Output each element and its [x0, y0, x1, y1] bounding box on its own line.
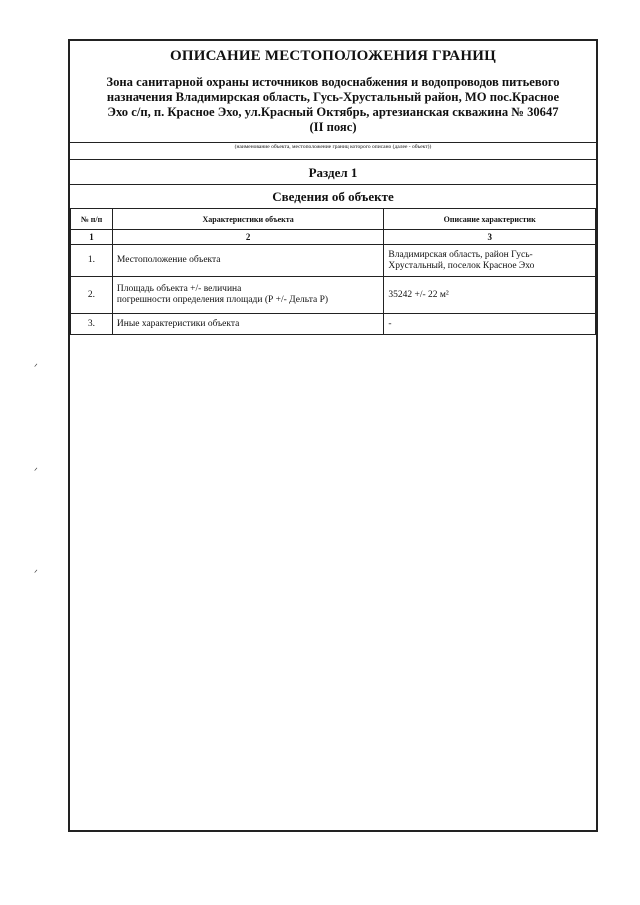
- column-number: 1: [71, 230, 113, 245]
- column-number-row: [71, 230, 596, 245]
- row-number: 1.: [71, 245, 113, 277]
- column-number: 2: [112, 230, 383, 245]
- table-row: [71, 277, 596, 314]
- row-characteristic: [112, 277, 383, 314]
- row-characteristic: [112, 314, 383, 335]
- description-line: 35242 +/- 22 м²: [388, 289, 449, 300]
- object-info-table: [70, 208, 596, 335]
- table-row: [71, 314, 596, 335]
- row-characteristic: [112, 245, 383, 277]
- table-header-row: [71, 209, 596, 230]
- margin-mark: ᐟ: [34, 466, 38, 476]
- row-description: [384, 245, 596, 277]
- description-line: Хрустальный, поселок Красное Эхо: [388, 260, 535, 271]
- characteristic-line: Площадь объекта +/- величина: [116, 284, 242, 294]
- column-header: Характеристики объекта: [112, 209, 383, 230]
- characteristic-line: Местоположение объекта: [116, 255, 221, 265]
- characteristic-line: погрешности определения площади (Р +/- Дельта Р): [116, 295, 329, 305]
- column-header: Описание характеристик: [384, 209, 596, 230]
- divider: [70, 184, 596, 185]
- object-name: [74, 75, 592, 135]
- object-caption: (наименование объекта, местоположение границ которого описано (далее - объект)): [234, 144, 432, 150]
- document-title: ОПИСАНИЕ МЕСТОПОЛОЖЕНИЯ ГРАНИЦ: [170, 48, 496, 64]
- table-row: [71, 245, 596, 277]
- row-description: [384, 314, 596, 335]
- column-header: № п/п: [71, 209, 113, 230]
- divider: [70, 159, 596, 160]
- margin-mark: ᐟ: [34, 362, 38, 372]
- section-title: Раздел 1: [308, 165, 358, 180]
- object-name-line: назначения Владимирская область, Гусь-Хрустальный район, МО пос.Красное: [106, 90, 560, 104]
- margin-mark: ᐟ: [34, 568, 38, 578]
- row-number: 3.: [71, 314, 113, 335]
- document-frame: [68, 39, 598, 832]
- characteristic-line: Иные характеристики объекта: [116, 318, 240, 329]
- object-name-line: Эхо с/п, п. Красное Эхо, ул.Красный Октябрь, артезианская скважина № 30647: [107, 105, 559, 119]
- column-number: 3: [384, 230, 596, 245]
- object-name-line: (II пояс): [309, 120, 357, 134]
- row-description: [384, 277, 596, 314]
- object-name-line: Зона санитарной охраны источников водоснабжения и водопроводов питьевого: [106, 75, 560, 89]
- subsection-title: Сведения об объекте: [272, 189, 394, 204]
- description-line: Владимирская область, район Гусь-: [388, 249, 533, 260]
- row-number: 2.: [71, 277, 113, 314]
- description-line: -: [388, 318, 392, 329]
